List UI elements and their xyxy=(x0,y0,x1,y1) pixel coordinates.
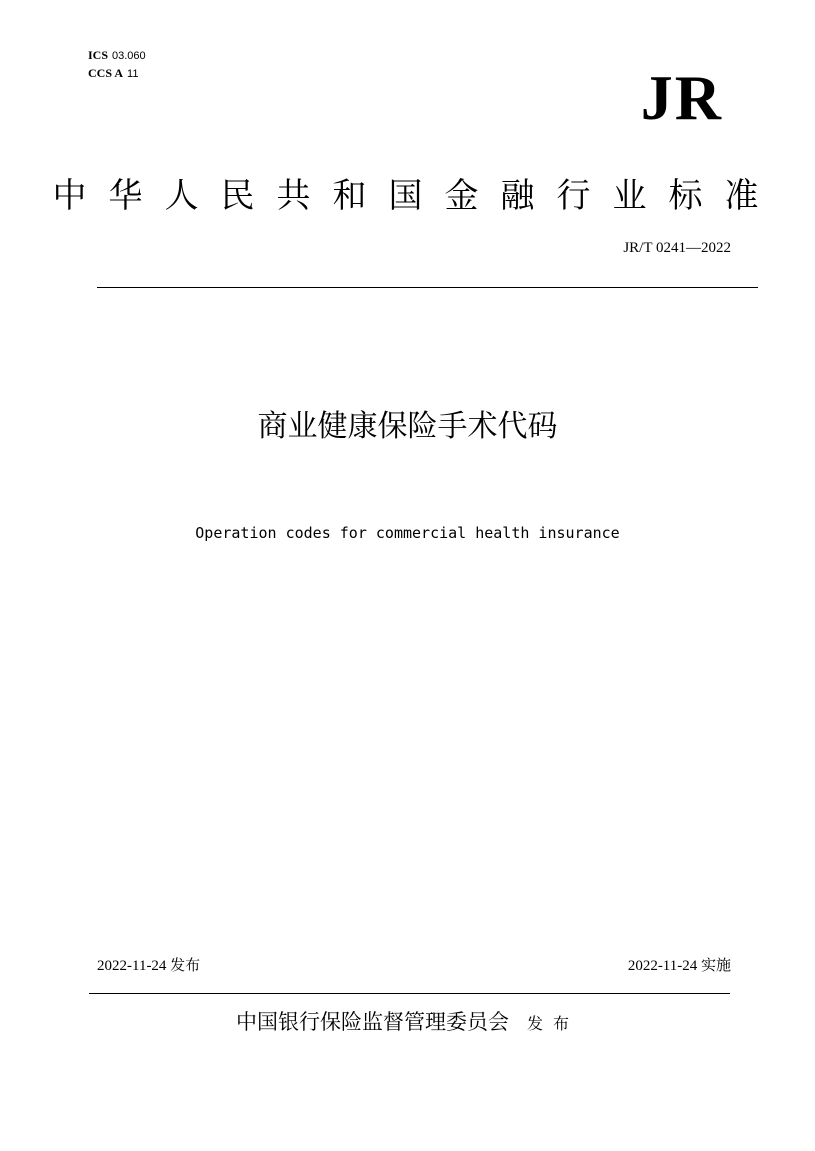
ccs-label: CCS A xyxy=(88,66,124,80)
ccs-line xyxy=(88,65,146,83)
ics-line xyxy=(88,47,146,65)
implement-date: 2022-11-24 实施 xyxy=(627,958,731,974)
ics-label: ICS xyxy=(88,48,109,62)
ccs-value: 11 xyxy=(127,68,139,80)
classification-codes xyxy=(88,47,146,83)
ics-value: 03.060 xyxy=(112,50,146,62)
document-title: 商业健康保险手术代码 xyxy=(257,409,558,444)
issuer-name: 中国银行保险监督管理委员会 xyxy=(235,1010,509,1034)
issuer-line xyxy=(0,1007,815,1039)
bottom-divider xyxy=(89,993,730,994)
publish-date: 2022-11-24 发布 xyxy=(97,958,201,974)
jr-logo: JR xyxy=(640,62,723,133)
issuer-suffix: 发布 xyxy=(526,1014,579,1033)
standard-category-title: 中华人民共和国金融行业标准 xyxy=(52,176,781,216)
top-divider xyxy=(97,287,758,288)
standard-number: JR/T 0241—2022 xyxy=(623,240,731,256)
document-english-title: Operation codes for commercial health insurance xyxy=(195,524,620,542)
